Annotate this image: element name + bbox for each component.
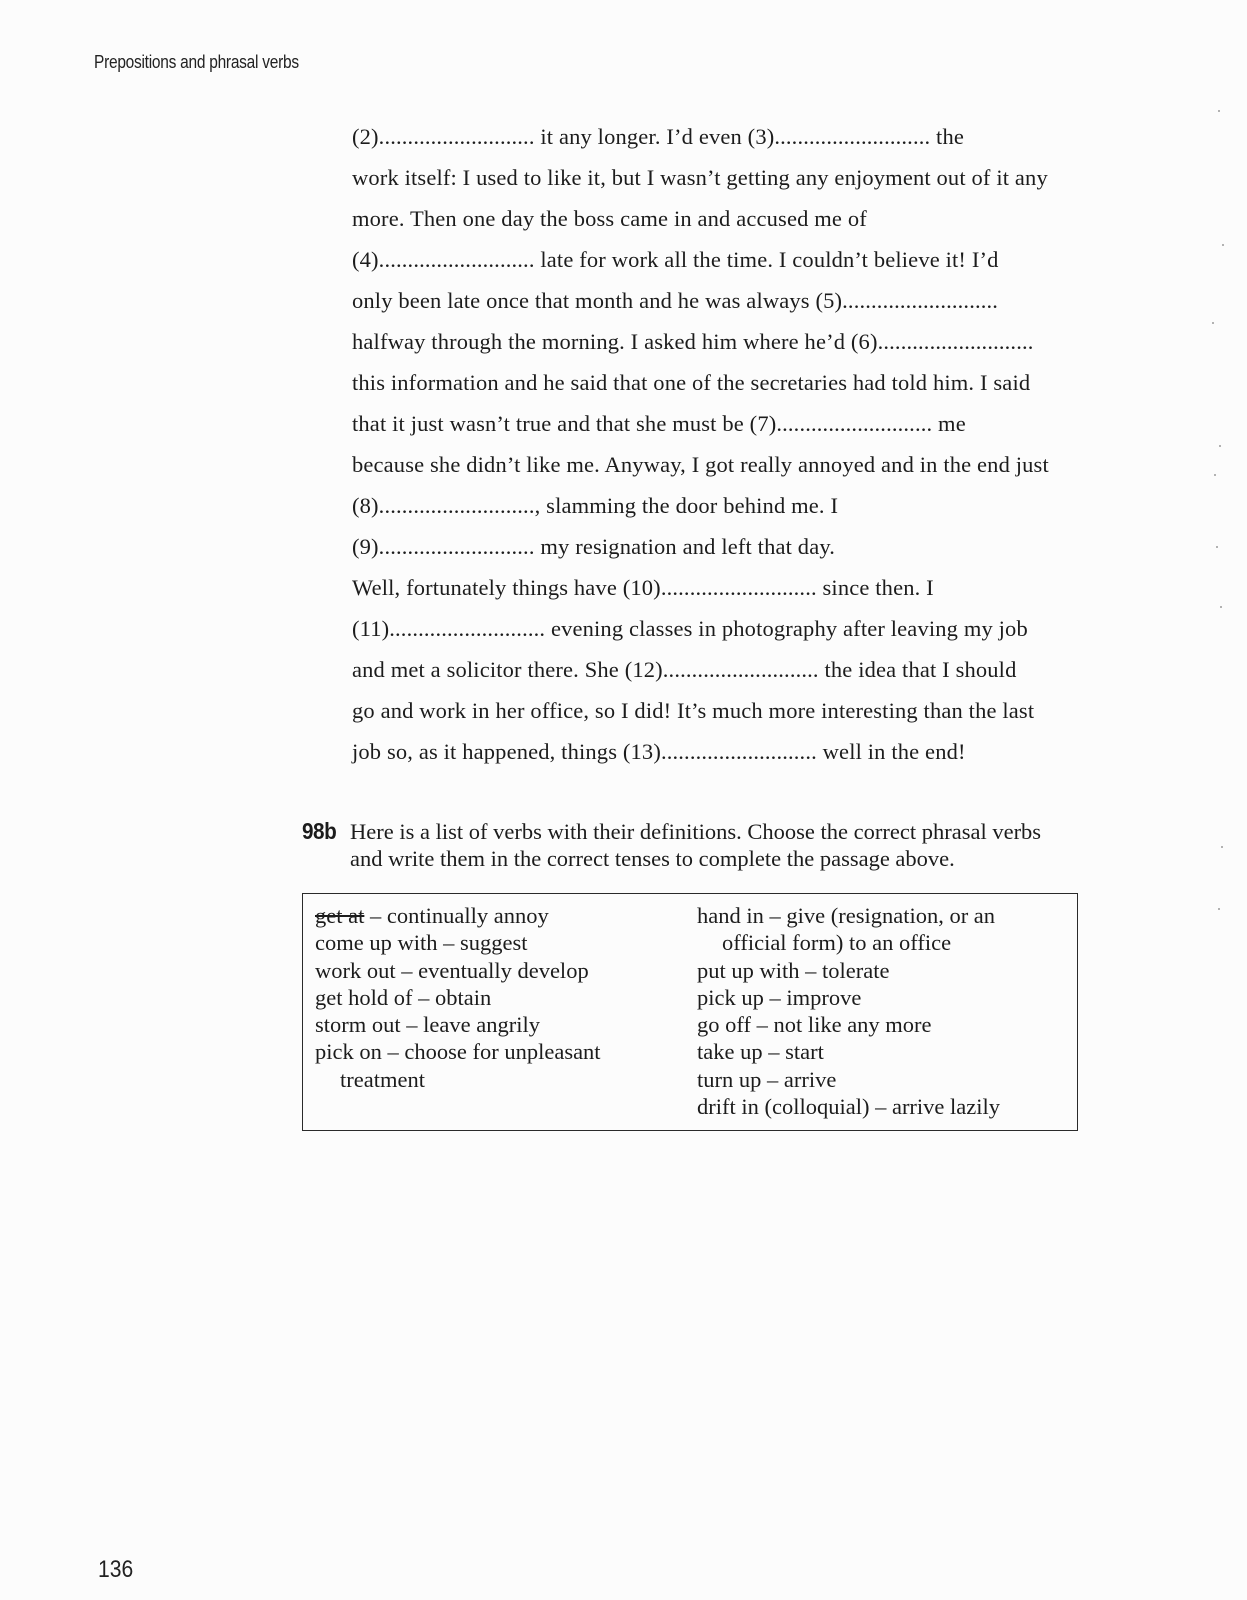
verb-definition-box bbox=[302, 893, 1078, 1131]
passage-line: job so, as it happened, things (13)........................... well in the end! bbox=[352, 739, 966, 764]
passage-line: and met a solicitor there. She (12)........................... the idea that I should bbox=[352, 657, 1017, 682]
verb-entry: turn up – arrive bbox=[697, 1066, 837, 1092]
verb-entry bbox=[315, 1038, 685, 1065]
scan-speck bbox=[1221, 846, 1223, 848]
verb-definition: – choose for unpleasant bbox=[381, 1039, 601, 1065]
verb-entry bbox=[315, 1011, 685, 1038]
verb-definition: – continually annoy bbox=[364, 903, 549, 928]
passage bbox=[352, 116, 1182, 772]
passage-line: Well, fortunately things have (10)........................... since then. I bbox=[352, 575, 934, 600]
verb-list-right bbox=[697, 902, 1073, 1120]
verb-definition: – obtain bbox=[412, 984, 492, 1010]
verb-entry-continuation: official form) to an office bbox=[722, 930, 952, 956]
instruction-line: and write them in the correct tenses to complete the passage above. bbox=[350, 846, 955, 871]
passage-line: work itself: I used to like it, but I wasn’t getting any enjoyment out of it any bbox=[352, 165, 1048, 190]
passage-line: (2)........................... it any longer. I’d even (3)........................... the bbox=[352, 124, 964, 149]
verb: come up with bbox=[315, 930, 438, 956]
verb-entry: pick up – improve bbox=[697, 984, 862, 1010]
exercise-instruction bbox=[350, 818, 1180, 872]
scan-speck bbox=[1214, 474, 1216, 476]
verb-definition: – suggest bbox=[437, 930, 528, 956]
verb-entry bbox=[315, 929, 685, 956]
passage-line: go and work in her office, so I did! It’s much more interesting than the last bbox=[352, 698, 1035, 723]
verb-entry: put up with – tolerate bbox=[697, 957, 890, 983]
passage-line: because she didn’t like me. Anyway, I got really annoyed and in the end just bbox=[352, 452, 1049, 477]
verb-definition: – eventually develop bbox=[395, 957, 589, 983]
verb-struck: get at bbox=[315, 903, 365, 928]
passage-line: only been late once that month and he was always (5)........................... bbox=[352, 288, 999, 313]
verb-entry: hand in – give (resignation, or an bbox=[697, 903, 996, 928]
scan-speck bbox=[1222, 244, 1224, 246]
scan-speck bbox=[1219, 445, 1221, 447]
scan-speck bbox=[1218, 110, 1220, 112]
verb-definition: – leave angrily bbox=[400, 1012, 540, 1038]
scan-speck bbox=[1218, 908, 1220, 910]
running-head: Prepositions and phrasal verbs bbox=[94, 52, 299, 72]
verb: storm out bbox=[315, 1012, 401, 1038]
scan-speck bbox=[1220, 606, 1222, 608]
page-number: 136 bbox=[98, 1556, 134, 1583]
passage-line: that it just wasn’t true and that she must be (7)........................... me bbox=[352, 411, 966, 436]
verb-entry bbox=[315, 984, 685, 1011]
instruction-line: Here is a list of verbs with their definitions. Choose the correct phrasal verbs bbox=[350, 819, 1042, 844]
verb-entry bbox=[315, 957, 685, 984]
verb-entry bbox=[315, 902, 685, 929]
verb-list-left bbox=[315, 902, 685, 1093]
verb-entry: take up – start bbox=[697, 1039, 824, 1065]
passage-line: this information and he said that one of the secretaries had told him. I said bbox=[352, 370, 1031, 395]
verb: pick on bbox=[315, 1039, 382, 1065]
verb: work out bbox=[315, 957, 396, 983]
verb-entry-continuation: treatment bbox=[340, 1066, 425, 1092]
scan-speck bbox=[1212, 322, 1214, 324]
passage-line: (9)........................... my resignation and left that day. bbox=[352, 534, 836, 559]
passage-line: (8)..........................., slamming the door behind me. I bbox=[352, 493, 839, 518]
verb: get hold of bbox=[315, 984, 413, 1010]
exercise-number: 98b bbox=[302, 818, 337, 844]
scan-speck bbox=[1216, 546, 1218, 548]
passage-line: more. Then one day the boss came in and accused me of bbox=[352, 206, 867, 231]
verb-entry: go off – not like any more bbox=[697, 1012, 932, 1038]
passage-line: (11)........................... evening classes in photography after leaving my job bbox=[352, 616, 1028, 641]
passage-line: halfway through the morning. I asked him where he’d (6)........................... bbox=[352, 329, 1034, 354]
verb-entry: drift in (colloquial) – arrive lazily bbox=[697, 1094, 1001, 1120]
passage-line: (4)........................... late for work all the time. I couldn’t believe it! I’d bbox=[352, 247, 999, 272]
